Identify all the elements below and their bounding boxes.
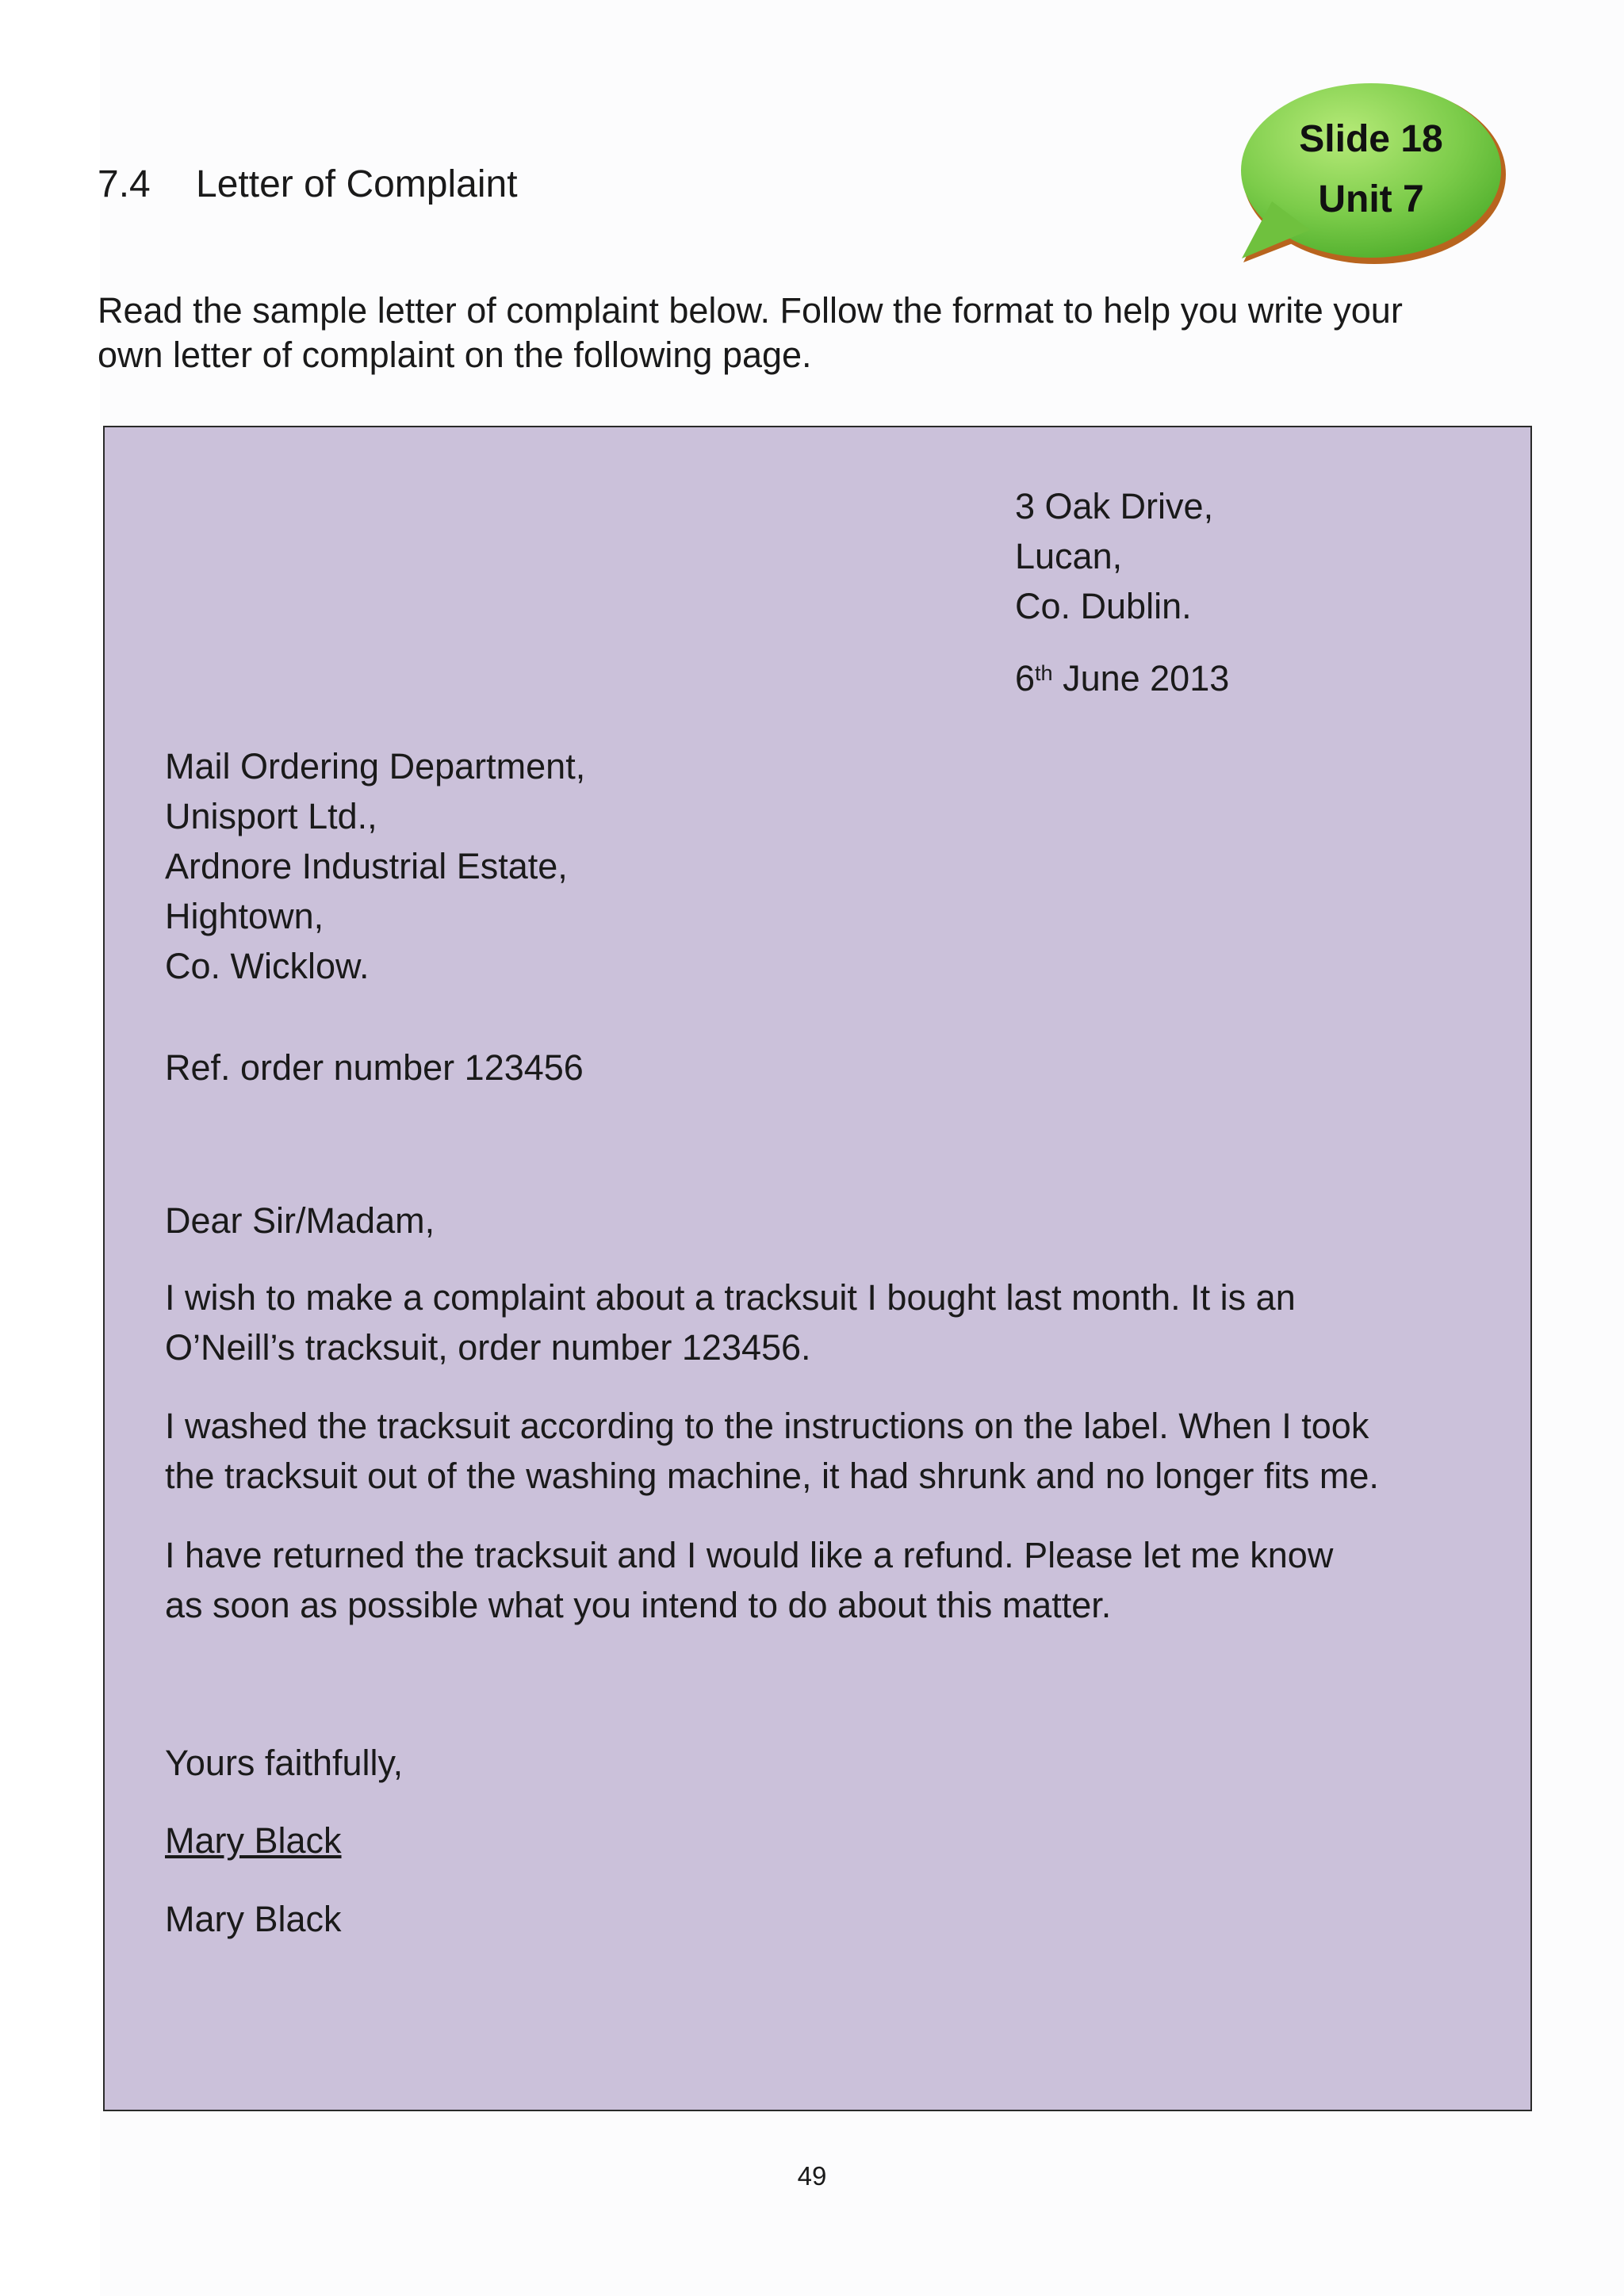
slide-badge — [1234, 82, 1508, 273]
page-number: 49 — [797, 2161, 827, 2191]
address-line: Hightown, — [165, 896, 324, 936]
salutation: Dear Sir/Madam, — [165, 1200, 435, 1241]
closing: Yours faithfully, — [165, 1743, 404, 1783]
section-title: Letter of Complaint — [196, 163, 518, 205]
paragraph-line: O’Neill’s tracksuit, order number 123456. — [165, 1327, 811, 1368]
printed-name: Mary Black — [165, 1899, 342, 1939]
address-line: Co. Wicklow. — [165, 946, 370, 986]
sample-letter — [103, 426, 1532, 2111]
reference-line: Ref. order number 123456 — [165, 1047, 584, 1088]
paragraph-line: I have returned the tracksuit and I would like a refund. Please let me know — [165, 1535, 1334, 1575]
letter-date — [1015, 653, 1229, 703]
intro-text — [98, 289, 1525, 377]
date-suffix: th — [1035, 661, 1053, 685]
section-heading — [98, 163, 518, 206]
address-line: Lucan, — [1015, 536, 1123, 576]
paragraph-line: as soon as possible what you intend to do about this matter. — [165, 1585, 1112, 1625]
body-paragraph — [165, 1401, 1513, 1501]
body-paragraph — [165, 1530, 1513, 1630]
date-rest: June 2013 — [1052, 658, 1230, 698]
address-line: Unisport Ltd., — [165, 796, 377, 836]
body-paragraph — [165, 1272, 1513, 1372]
address-line: Co. Dublin. — [1015, 586, 1192, 626]
address-line: Ardnore Industrial Estate, — [165, 846, 568, 886]
paragraph-line: the tracksuit out of the washing machine, it had shrunk and no longer fits me. — [165, 1456, 1379, 1496]
section-number: 7.4 — [98, 163, 151, 205]
intro-line: own letter of complaint on the following page. — [98, 335, 812, 375]
recipient-address — [165, 741, 585, 991]
intro-line: Read the sample letter of complaint below. Follow the format to help you write your — [98, 290, 1403, 331]
address-line: 3 Oak Drive, — [1015, 486, 1214, 526]
slide-label: Slide 18 — [1299, 118, 1443, 160]
signature: Mary Black — [165, 1820, 342, 1861]
unit-label: Unit 7 — [1318, 178, 1424, 220]
sender-address — [1015, 481, 1213, 631]
address-line: Mail Ordering Department, — [165, 746, 586, 786]
paragraph-line: I washed the tracksuit according to the instructions on the label. When I took — [165, 1406, 1369, 1446]
paragraph-line: I wish to make a complaint about a tracksuit I bought last month. It is an — [165, 1277, 1296, 1318]
date-day: 6 — [1015, 658, 1036, 698]
